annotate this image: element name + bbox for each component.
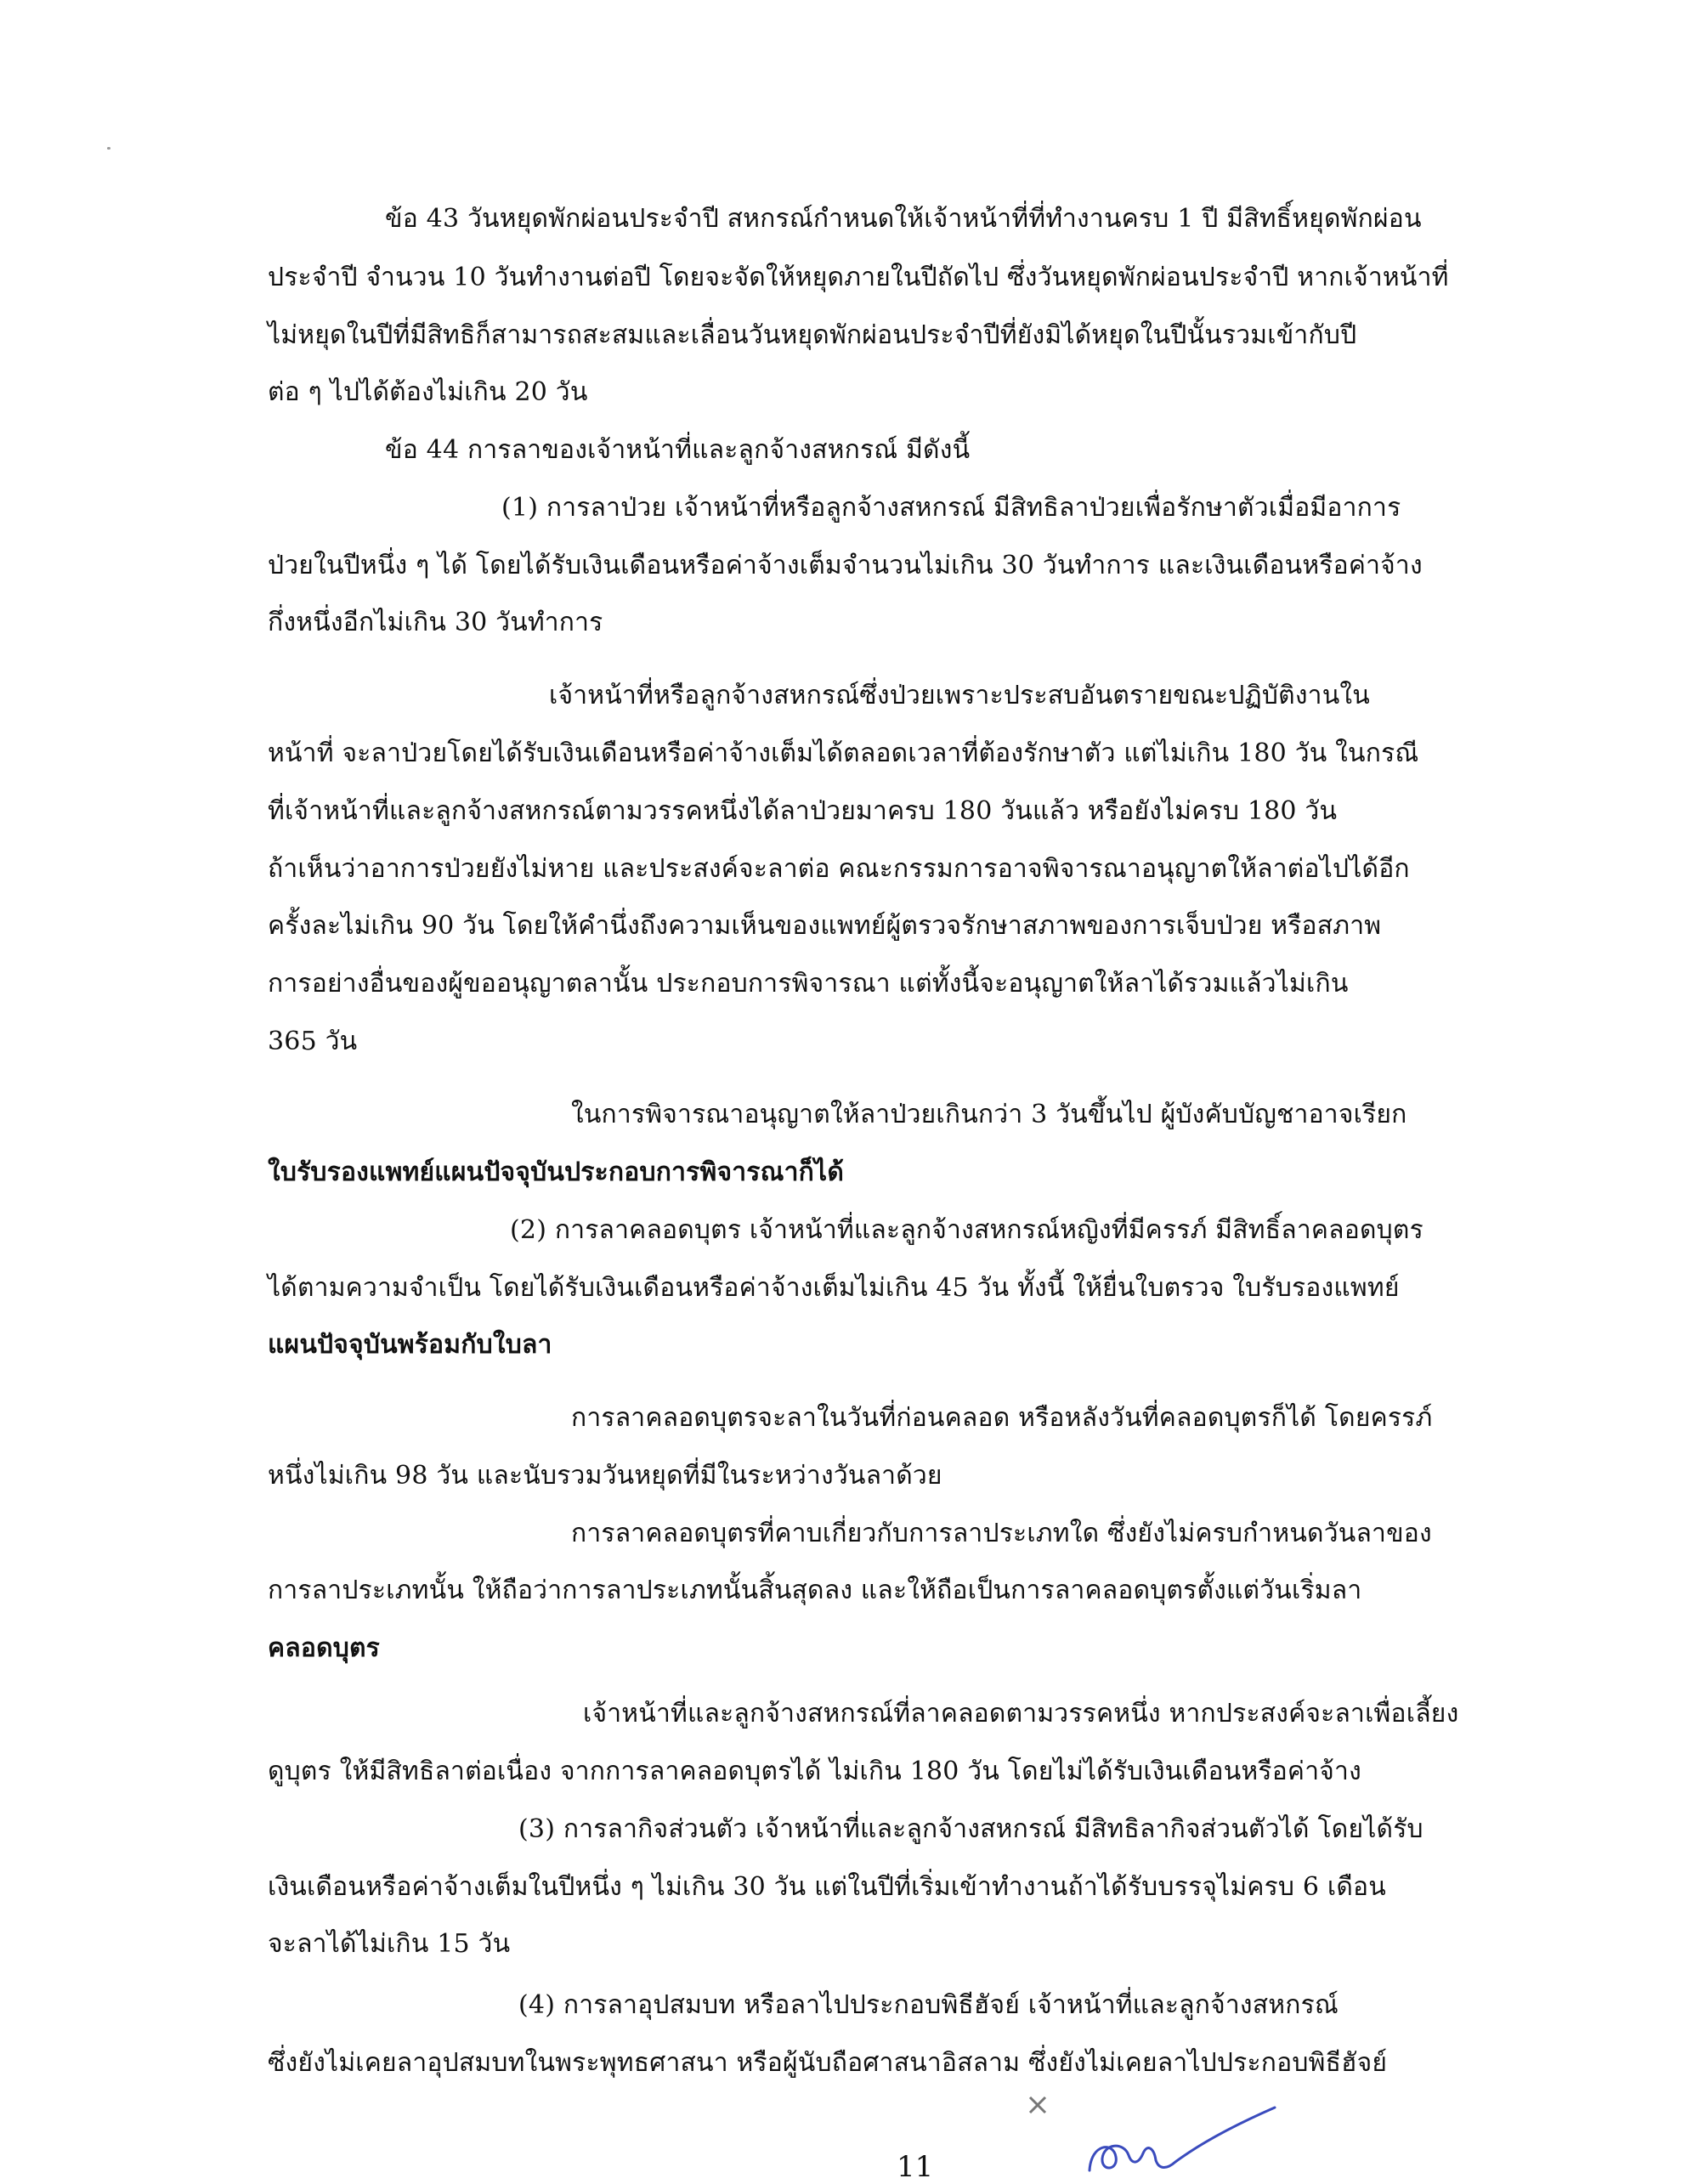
personal-leave-line-3: จะลาได้ไม่เกิน 15 วัน (268, 1929, 511, 1959)
medical-cert-line-2: ใบรับรองแพทย์แผนปัจจุบันประกอบการพิจารณาก็ได้ (268, 1157, 845, 1187)
article-43-line-1: ข้อ 43 วันหยุดพักผ่อนประจำปี สหกรณ์กำหนดให้เจ้าหน้าที่ที่ทำงานครบ 1 ปี มีสิทธิ์หยุดพักผ่อน (385, 204, 1422, 234)
medical-cert-line-1: ในการพิจารณาอนุญาตให้ลาป่วยเกินกว่า 3 วันขึ้นไป ผู้บังคับบัญชาอาจเรียก (571, 1100, 1407, 1129)
maternity-leave-line-2: ได้ตามความจำเป็น โดยได้รับเงินเดือนหรือค่าจ้างเต็มไม่เกิน 45 วัน ทั้งนี้ ให้ยื่นใบตรวจ ใบรับรองแพทย์ (268, 1273, 1400, 1303)
scan-speck (107, 147, 110, 150)
article-43-line-2: ประจำปี จำนวน 10 วันทำงานต่อปี โดยจะจัดให้หยุดภายในปีถัดไป ซึ่งวันหยุดพักผ่อนประจำปี หากเจ้าหน้าที่ (268, 263, 1449, 292)
sick-leave-line-3: กึ่งหนึ่งอีกไม่เกิน 30 วันทำการ (268, 608, 603, 637)
sick-leave-injury-line-6: การอย่างอื่นของผู้ขออนุญาตลานั้น ประกอบการพิจารณา แต่ทั้งนี้จะอนุญาตให้ลาได้รวมแล้วไม่เกิน (268, 969, 1349, 999)
article-44-heading: ข้อ 44 การลาของเจ้าหน้าที่และลูกจ้างสหกรณ์ มีดังนี้ (385, 435, 971, 465)
childcare-leave-line-2: ดูบุตร ให้มีสิทธิลาต่อเนื่อง จากการลาคลอดบุตรได้ ไม่เกิน 180 วัน โดยไม่ได้รับเงินเดือนหรือค่าจ้าง (268, 1757, 1361, 1786)
sick-leave-injury-line-2: หน้าที่ จะลาป่วยโดยได้รับเงินเดือนหรือค่าจ้างเต็มได้ตลอดเวลาที่ต้องรักษาตัว แต่ไม่เกิน 180 วัน ในกรณี (268, 738, 1419, 768)
article-43-line-3: ไม่หยุดในปีที่มีสิทธิก็สามารถสะสมและเลื่อนวันหยุดพักผ่อนประจำปีที่ยังมิได้หยุดในปีนั้นรวมเข้ากับปี (268, 320, 1357, 350)
ordination-leave-line-1: (4) การลาอุปสมบท หรือลาไปประกอบพิธีฮัจย์ เจ้าหน้าที่และลูกจ้างสหกรณ์ (518, 1990, 1339, 2020)
sick-leave-line-2: ป่วยในปีหนึ่ง ๆ ได้ โดยได้รับเงินเดือนหรือค่าจ้างเต็มจำนวนไม่เกิน 30 วันทำการ และเงินเดือนหรือค่าจ้าง (268, 551, 1423, 580)
sick-leave-injury-line-3: ที่เจ้าหน้าที่และลูกจ้างสหกรณ์ตามวรรคหนึ่งได้ลาป่วยมาครบ 180 วันแล้ว หรือยังไม่ครบ 180 วัน (268, 796, 1338, 826)
sick-leave-injury-line-4: ถ้าเห็นว่าอาการป่วยยังไม่หาย และประสงค์จะลาต่อ คณะกรรมการอาจพิจารณาอนุญาตให้ลาต่อไปได้อีก (268, 854, 1410, 884)
sick-leave-injury-line-7: 365 วัน (268, 1027, 358, 1056)
maternity-overlap-line-2: การลาประเภทนั้น ให้ถือว่าการลาประเภทนั้นสิ้นสุดลง และให้ถือเป็นการลาคลอดบุตรตั้งแต่วันเริ่มลา (268, 1576, 1362, 1605)
maternity-leave-line-1: (2) การลาคลอดบุตร เจ้าหน้าที่และลูกจ้างสหกรณ์หญิงที่มีครรภ์ มีสิทธิ์ลาคลอดบุตร (510, 1215, 1423, 1245)
sick-leave-line-1: (1) การลาป่วย เจ้าหน้าที่หรือลูกจ้างสหกรณ์ มีสิทธิลาป่วยเพื่อรักษาตัวเมื่อมีอาการ (501, 493, 1401, 523)
page-number: 11 (897, 2150, 934, 2184)
maternity-timing-line-1: การลาคลอดบุตรจะลาในวันที่ก่อนคลอด หรือหลังวันที่คลอดบุตรก็ได้ โดยครรภ์ (571, 1403, 1433, 1433)
sick-leave-injury-line-5: ครั้งละไม่เกิน 90 วัน โดยให้คำนึ่งถึงความเห็นของแพทย์ผู้ตรวจรักษาสภาพของการเจ็บป่วย หรือสภาพ (268, 911, 1382, 941)
handwritten-signature (1020, 2091, 1309, 2176)
sick-leave-injury-line-1: เจ้าหน้าที่หรือลูกจ้างสหกรณ์ซึ่งป่วยเพราะประสบอันตรายขณะปฏิบัติงานใน (549, 681, 1370, 710)
article-43-line-4: ต่อ ๆ ไปได้ต้องไม่เกิน 20 วัน (268, 377, 588, 407)
maternity-timing-line-2: หนึ่งไม่เกิน 98 วัน และนับรวมวันหยุดที่มีในระหว่างวันลาด้วย (268, 1461, 942, 1491)
maternity-overlap-line-1: การลาคลอดบุตรที่คาบเกี่ยวกับการลาประเภทใด ซึ่งยังไม่ครบกำหนดวันลาของ (571, 1519, 1432, 1548)
maternity-leave-line-3: แผนปัจจุบันพร้อมกับใบลา (268, 1330, 552, 1360)
personal-leave-line-1: (3) การลากิจส่วนตัว เจ้าหน้าที่และลูกจ้างสหกรณ์ มีสิทธิลากิจส่วนตัวได้ โดยได้รับ (518, 1814, 1423, 1844)
personal-leave-line-2: เงินเดือนหรือค่าจ้างเต็มในปีหนึ่ง ๆ ไม่เกิน 30 วัน แต่ในปีที่เริ่มเข้าทำงานถ้าได้รับบรรจุไม่ครบ 6 เดือน (268, 1872, 1386, 1902)
maternity-overlap-line-3: คลอดบุตร (268, 1633, 380, 1663)
childcare-leave-line-1: เจ้าหน้าที่และลูกจ้างสหกรณ์ที่ลาคลอดตามวรรคหนึ่ง หากประสงค์จะลาเพื่อเลี้ยง (583, 1699, 1459, 1729)
ordination-leave-line-2: ซึ่งยังไม่เคยลาอุปสมบทในพระพุทธศาสนา หรือผู้นับถือศาสนาอิสลาม ซึ่งยังไม่เคยลาไปประกอบพิธีฮัจย์ (268, 2048, 1388, 2078)
